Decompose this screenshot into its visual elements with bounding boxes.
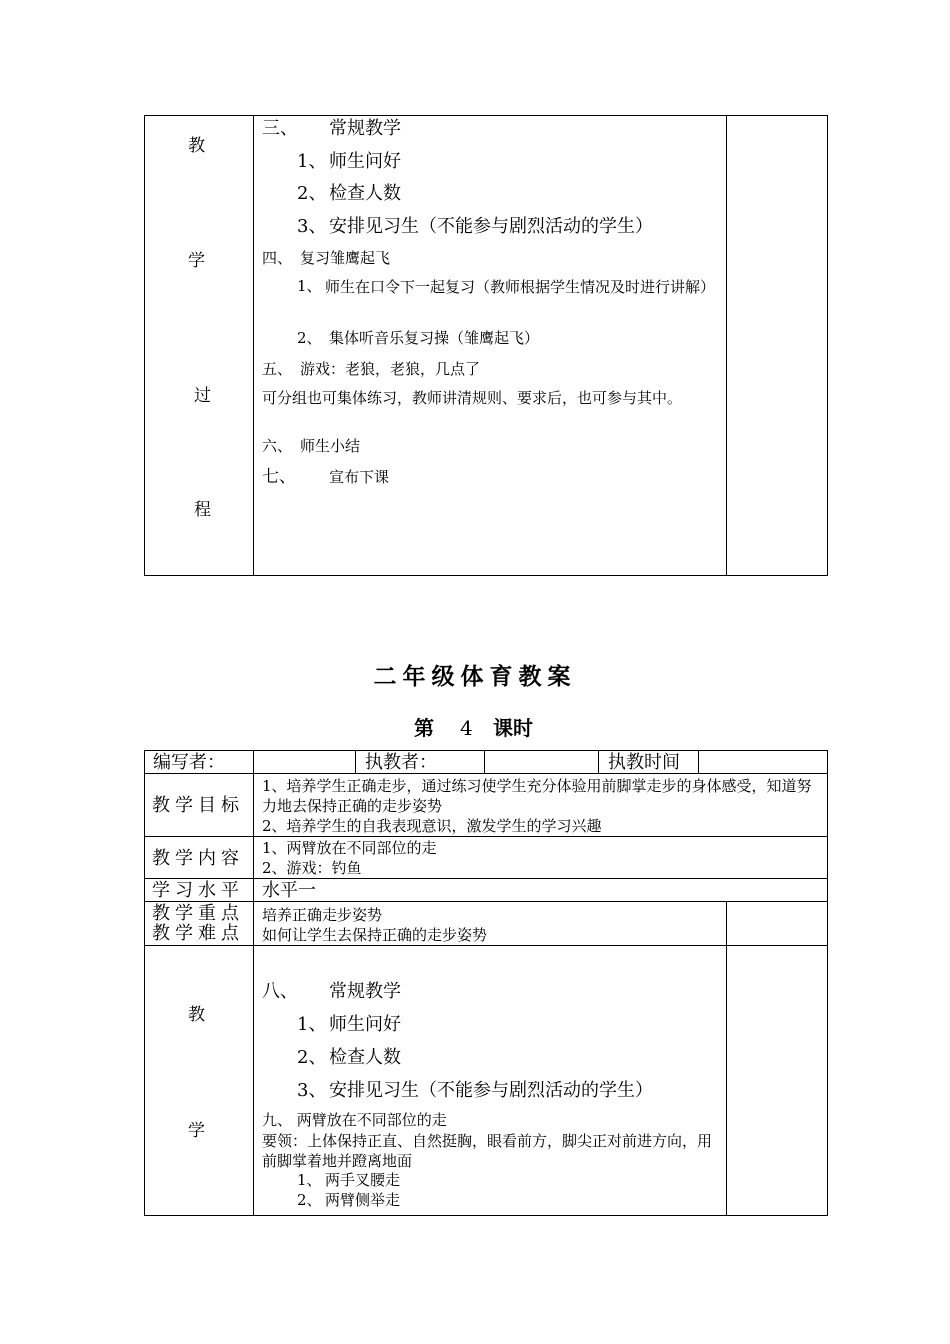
- lesson-number: 4: [460, 716, 473, 740]
- key-point-value: 培养正确走步姿势: [262, 906, 383, 924]
- side-char-jiao: 教: [188, 1005, 205, 1025]
- item-text: 安排见习生（不能参与剧烈活动的学生）: [329, 1080, 653, 1101]
- game-description: 可分组也可集体练习，教师讲清规则、要求后，也可参与其中。: [262, 389, 683, 407]
- teaching-time-label: 执教时间: [608, 752, 680, 773]
- item-text: 集体听音乐复习操（雏鹰起飞）: [329, 329, 540, 347]
- item-num: 1、: [297, 1014, 327, 1035]
- goals-line-2: 2、培养学生的自我表现意识，激发学生的学习兴趣: [262, 817, 602, 835]
- sub-item-num: 1、: [297, 1171, 322, 1189]
- item-num: 3、: [297, 216, 327, 237]
- side-char-xue: 学: [188, 251, 205, 271]
- section-num: 六、: [262, 437, 293, 455]
- teacher-label: 执教者：: [365, 752, 437, 773]
- lesson-suffix: 课时: [493, 716, 533, 740]
- difficulty-label: 教学难点: [152, 923, 244, 944]
- section-text: 常规教学: [329, 981, 401, 1002]
- item-num: 2、: [297, 1047, 327, 1068]
- content-line-2: 2、游戏：钓鱼: [262, 859, 362, 877]
- side-char-cheng: 程: [194, 500, 211, 520]
- level-label: 学习水平: [152, 880, 244, 901]
- lesson-prefix: 第: [414, 716, 434, 740]
- item9-essentials: 要领：上体保持正直、自然挺胸，眼看前方，脚尖正对前进方向，用前脚掌着地并蹬离地面: [262, 1132, 713, 1170]
- difficulty-value: 如何让学生去保持正确的走步姿势: [262, 926, 488, 944]
- section-text: 复习雏鹰起飞: [300, 249, 391, 267]
- section-num: 四、: [262, 249, 293, 267]
- item-text: 检查人数: [329, 1047, 401, 1068]
- item-text: 师生问好: [329, 151, 401, 172]
- sub-item-text: 两手叉腰走: [325, 1171, 401, 1189]
- side-char-jiao: 教: [188, 136, 205, 156]
- page-title: 二年级体育教案: [373, 663, 577, 690]
- section-num: 三、: [262, 118, 298, 139]
- section-text: 常规教学: [329, 118, 401, 139]
- item-num: 2、: [297, 329, 322, 347]
- goals-label: 教学目标: [152, 795, 244, 816]
- goals-line-1: 1、培养学生正确走步，通过练习使学生充分体验用前脚掌走步的身体感受，知道努力地去保持正确的走步姿势: [262, 777, 812, 815]
- sub-item-num: 2、: [297, 1191, 322, 1209]
- side-char-guo: 过: [194, 386, 211, 406]
- content-line-1: 1、两臂放在不同部位的走: [262, 839, 437, 857]
- item-num: 1、: [297, 151, 327, 172]
- section-num: 七、: [262, 467, 296, 487]
- section-num: 五、: [262, 360, 293, 378]
- key-point-label: 教学重点: [152, 903, 244, 924]
- item-text: 师生问好: [329, 1014, 401, 1035]
- item-num: 3、: [297, 1080, 327, 1101]
- section-text: 宣布下课: [329, 468, 390, 486]
- content-label: 教学内容: [152, 848, 244, 869]
- section-text: 师生小结: [300, 437, 361, 455]
- item-text: 检查人数: [329, 183, 401, 204]
- author-label: 编写者：: [153, 752, 225, 773]
- level-value: 水平一: [262, 880, 316, 901]
- item-num: 2、: [297, 183, 327, 204]
- sub-item-text: 两臂侧举走: [325, 1191, 401, 1209]
- item9-title: 九、 两臂放在不同部位的走: [262, 1111, 447, 1129]
- section-text: 游戏：老狼，老狼，几点了: [300, 360, 481, 378]
- item-num: 1、: [297, 277, 322, 295]
- section-num: 八、: [262, 981, 298, 1002]
- item-text: 师生在口令下一起复习（教师根据学生情况及时进行讲解）: [325, 278, 716, 296]
- side-char-xue: 学: [188, 1121, 205, 1141]
- item-text: 安排见习生（不能参与剧烈活动的学生）: [329, 216, 653, 237]
